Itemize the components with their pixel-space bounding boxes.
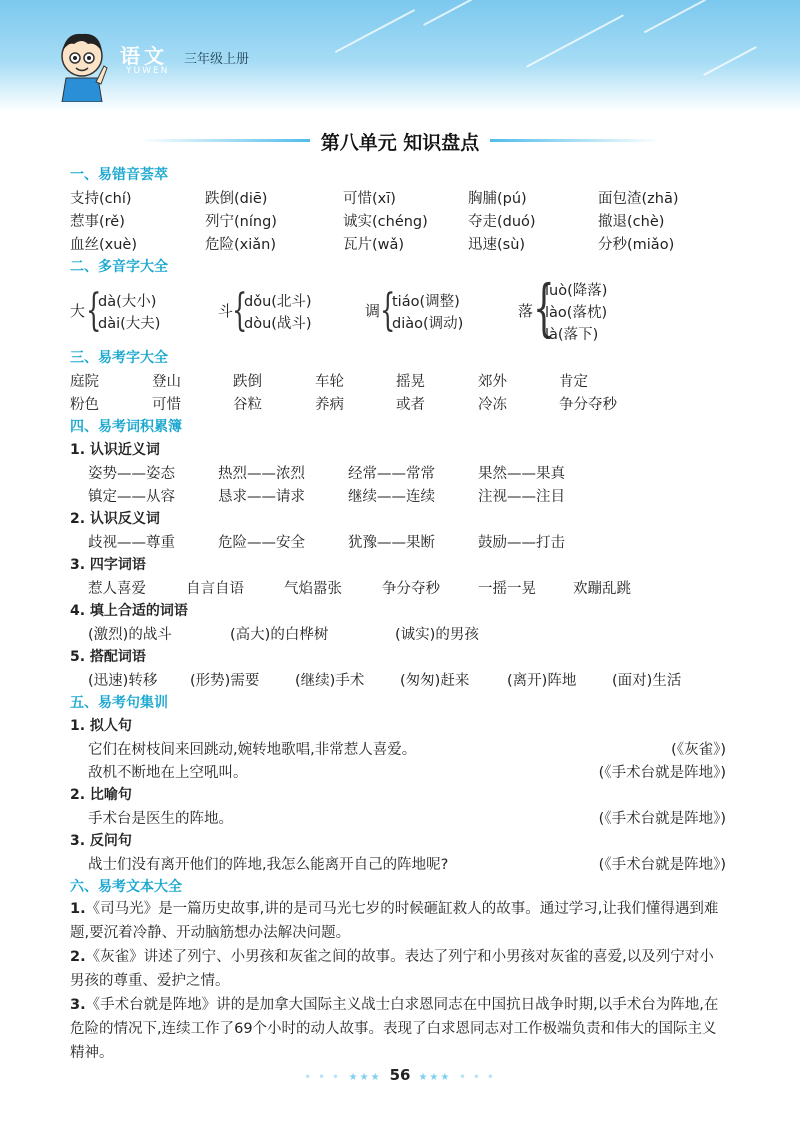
subject-title: 语文 — [120, 44, 168, 68]
section-heading-4: 四、易考词积累簿 — [70, 419, 182, 435]
word-item: 冷冻 — [478, 397, 507, 413]
header-band — [0, 0, 800, 112]
polyphone-char: 调 — [365, 302, 381, 320]
word-item: 粉色 — [70, 397, 99, 413]
collocation-item: (形势)需要 — [190, 673, 260, 689]
summary-paragraph — [70, 993, 722, 1065]
pinyin-item: 瓦片(wǎ) — [343, 237, 405, 253]
subsection-title: 1. 拟人句 — [70, 718, 132, 734]
decor-streak — [644, 0, 707, 33]
fill-word-item: (激烈)的战斗 — [88, 627, 172, 643]
subsection-title: 1. 认识近义词 — [70, 442, 160, 458]
page-number: 56 — [389, 1066, 411, 1084]
word-item: 庭院 — [70, 374, 99, 390]
fill-word-item: (诚实)的男孩 — [395, 627, 479, 643]
section-heading-2: 二、多音字大全 — [70, 259, 168, 275]
polyphone-reading: là(落下) — [545, 327, 599, 343]
pinyin-item: 分秒(miǎo) — [598, 237, 675, 253]
pinyin-item: 危险(xiǎn) — [205, 237, 276, 253]
paragraph-number: 1. — [70, 901, 86, 917]
brace-icon: { — [232, 285, 248, 336]
section-heading-6: 六、易考文本大全 — [70, 879, 182, 895]
brace-icon: { — [380, 285, 396, 336]
brace-icon: { — [86, 285, 102, 336]
antonym-pair: 鼓励——打击 — [478, 535, 565, 551]
decor-streak — [335, 9, 415, 53]
subsection-title: 4. 填上合适的词语 — [70, 603, 188, 619]
example-sentence: 敌机不断地在上空吼叫。 — [88, 765, 248, 781]
collocation-item: (匆匆)赶来 — [400, 673, 470, 689]
polyphone-char: 斗 — [218, 302, 234, 320]
synonym-pair: 注视——注目 — [478, 489, 565, 505]
synonym-pair: 恳求——请求 — [218, 489, 305, 505]
pinyin-item: 可惜(xī) — [343, 191, 396, 207]
brace-icon: { — [533, 271, 555, 344]
example-sentence: 它们在树枝间来回跳动,婉转地歌唱,非常惹人喜爱。 — [88, 742, 417, 758]
decor-streak — [703, 46, 757, 76]
synonym-pair: 热烈——浓烈 — [218, 466, 305, 482]
title-bar — [0, 128, 800, 152]
polyphone-char: 大 — [70, 302, 86, 320]
synonym-pair: 经常——常常 — [348, 466, 435, 482]
page-footer — [0, 1066, 800, 1084]
synonym-pair: 姿势——姿态 — [88, 466, 175, 482]
polyphone-reading: luò(降落) — [545, 283, 608, 299]
word-item: 可惜 — [152, 397, 181, 413]
word-item: 跌倒 — [233, 374, 262, 390]
word-item: 登山 — [152, 374, 181, 390]
pinyin-item: 跌倒(diē) — [205, 191, 268, 207]
grade-label: 三年级上册 — [184, 52, 250, 67]
idiom-item: 一摇一晃 — [478, 581, 536, 597]
synonym-pair: 继续——连续 — [348, 489, 435, 505]
antonym-pair: 危险——安全 — [218, 535, 305, 551]
subject-pinyin: YUWEN — [126, 66, 170, 76]
star-icon: ★★★ — [348, 1072, 382, 1083]
collocation-item: (迅速)转移 — [88, 673, 158, 689]
source-reference: (《手术台就是阵地》) — [598, 765, 726, 781]
collocation-item: (面对)生活 — [612, 673, 682, 689]
word-item: 肯定 — [559, 374, 588, 390]
idiom-item: 气焰嚣张 — [284, 581, 342, 597]
paragraph-text: 《灰雀》讲述了列宁、小男孩和灰雀之间的故事。表达了列宁和小男孩对灰雀的喜爱,以及列宁对小男孩的尊重、爱护之情。 — [70, 949, 714, 989]
polyphone-reading: dài(大夫) — [98, 316, 161, 332]
decor-streak — [423, 0, 477, 26]
collocation-item: (离开)阵地 — [507, 673, 577, 689]
polyphone-reading: dòu(战斗) — [244, 316, 312, 332]
example-sentence: 手术台是医生的阵地。 — [88, 811, 233, 827]
pinyin-item: 撤退(chè) — [598, 214, 665, 230]
subsection-title: 5. 搭配词语 — [70, 649, 146, 665]
word-item: 摇晃 — [396, 374, 425, 390]
polyphone-reading: dà(大小) — [98, 294, 157, 310]
paragraph-text: 《手术台就是阵地》讲的是加拿大国际主义战士白求恩同志在中国抗日战争时期,以手术台为阵地,在危险的情况下,连续工作了69个小时的动人故事。表现了白求恩同志对工作极端负责和伟大的国际主义精神。 — [70, 997, 719, 1061]
paragraph-number: 3. — [70, 997, 86, 1013]
word-item: 养病 — [315, 397, 344, 413]
pinyin-item: 血丝(xuè) — [70, 237, 138, 253]
word-item: 争分夺秒 — [559, 397, 617, 413]
star-icon: ★★★ — [418, 1072, 452, 1083]
idiom-item: 欢蹦乱跳 — [573, 581, 631, 597]
polyphone-reading: tiáo(调整) — [392, 294, 460, 310]
word-item: 车轮 — [315, 374, 344, 390]
example-sentence: 战士们没有离开他们的阵地,我怎么能离开自己的阵地呢? — [88, 857, 449, 873]
section-heading-3: 三、易考字大全 — [70, 350, 168, 366]
synonym-pair: 果然——果真 — [478, 466, 565, 482]
summary-paragraph — [70, 945, 722, 993]
section-heading-5: 五、易考句集训 — [70, 695, 168, 711]
subsection-title: 2. 比喻句 — [70, 787, 132, 803]
pinyin-item: 胸脯(pú) — [468, 191, 527, 207]
subsection-title: 3. 四字词语 — [70, 557, 146, 573]
word-item: 或者 — [396, 397, 425, 413]
polyphone-reading: dǒu(北斗) — [244, 294, 312, 310]
pinyin-item: 诚实(chéng) — [343, 214, 428, 230]
pinyin-item: 迅速(sù) — [468, 237, 526, 253]
pinyin-item: 惹事(rě) — [70, 214, 125, 230]
decor-dots: • • • — [459, 1072, 496, 1083]
polyphone-reading: lào(落枕) — [545, 305, 608, 321]
polyphone-char: 落 — [518, 302, 534, 320]
decor-dots: • • • — [304, 1072, 341, 1083]
fill-word-item: (高大)的白桦树 — [230, 627, 329, 643]
subsection-title: 3. 反问句 — [70, 833, 132, 849]
page-title: 第八单元 知识盘点 — [320, 132, 480, 154]
idiom-item: 惹人喜爱 — [88, 581, 146, 597]
idiom-item: 争分夺秒 — [382, 581, 440, 597]
source-reference: (《灰雀》) — [671, 742, 726, 758]
antonym-pair: 歧视——尊重 — [88, 535, 175, 551]
section-heading-1: 一、易错音荟萃 — [70, 167, 168, 183]
pinyin-item: 支持(chí) — [70, 191, 132, 207]
mascot-boy-illustration — [52, 26, 112, 102]
decor-streak — [526, 14, 624, 67]
antonym-pair: 犹豫——果断 — [348, 535, 435, 551]
collocation-item: (继续)手术 — [295, 673, 365, 689]
pinyin-item: 夺走(duó) — [468, 214, 536, 230]
paragraph-text: 《司马光》是一篇历史故事,讲的是司马光七岁的时候砸缸救人的故事。通过学习,让我们懂得遇到难题,要沉着冷静、开动脑筋想办法解决问题。 — [70, 901, 719, 941]
pinyin-item: 面包渣(zhā) — [598, 191, 679, 207]
paragraph-number: 2. — [70, 949, 86, 965]
source-reference: (《手术台就是阵地》) — [598, 857, 726, 873]
polyphone-reading: diào(调动) — [392, 316, 464, 332]
synonym-pair: 镇定——从容 — [88, 489, 175, 505]
word-item: 谷粒 — [233, 397, 262, 413]
idiom-item: 自言自语 — [186, 581, 244, 597]
source-reference: (《手术台就是阵地》) — [598, 811, 726, 827]
pinyin-item: 列宁(níng) — [205, 214, 277, 230]
summary-paragraph — [70, 897, 722, 945]
subsection-title: 2. 认识反义词 — [70, 511, 160, 527]
word-item: 郊外 — [478, 374, 507, 390]
